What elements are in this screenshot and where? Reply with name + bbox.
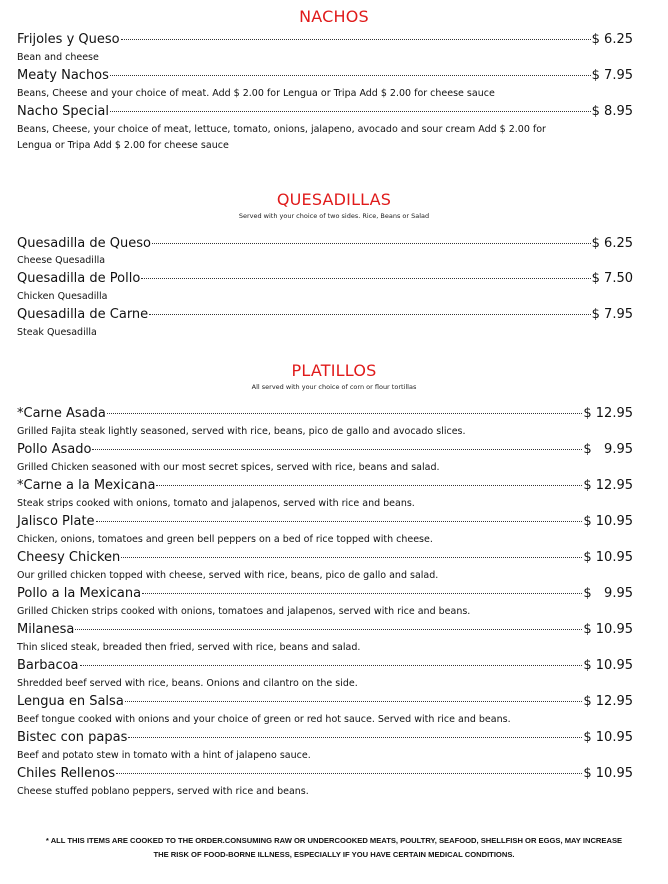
dot-leader xyxy=(128,737,582,738)
item-name: Quesadilla de Queso xyxy=(17,236,151,251)
item-name: Chiles Rellenos xyxy=(17,766,116,781)
dot-leader xyxy=(141,278,590,279)
menu-item-milanesa xyxy=(17,622,633,638)
platillos-subtitle: All served with your choice of corn or flour tortillas xyxy=(251,383,417,391)
item-name: Quesadilla de Pollo xyxy=(17,271,141,286)
dot-leader xyxy=(121,39,591,40)
item-description: Chicken Quesadilla xyxy=(17,291,108,302)
menu-item-barbacoa xyxy=(17,658,633,674)
menu-item-quesadilla-de-carne xyxy=(17,307,633,323)
item-description: Beef tongue cooked with onions and your choice of green or red hot sauce. Served with rice and beans. xyxy=(17,714,511,725)
item-name: Frijoles y Queso xyxy=(17,32,120,47)
dot-leader xyxy=(156,485,582,486)
item-description: Cheese stuffed poblano peppers, served with rice and beans. xyxy=(17,786,309,797)
quesadillas-title: QUESADILLAS xyxy=(276,190,392,209)
dot-leader xyxy=(116,773,582,774)
menu-item-bistec-con-papas xyxy=(17,730,633,746)
menu-item-lengua-en-salsa xyxy=(17,694,633,710)
dot-leader xyxy=(149,314,590,315)
item-price: $ 7.95 xyxy=(591,68,633,83)
item-name: Meaty Nachos xyxy=(17,68,109,83)
dot-leader xyxy=(92,449,582,450)
item-price: $ 8.95 xyxy=(591,104,633,119)
item-description: Beans, Cheese, your choice of meat, lettuce, tomato, onions, jalapeno, avocado and sour cream Add $ 2.00 for xyxy=(17,124,546,135)
item-description: Cheese Quesadilla xyxy=(17,255,106,266)
menu-item-carne-a-la-mexicana xyxy=(17,478,633,494)
menu-item-jalisco-plate xyxy=(17,514,633,530)
item-price: $ 10.95 xyxy=(583,730,633,745)
item-description: Grilled Fajita steak lightly seasoned, served with rice, beans, pico de gallo and avocado slices. xyxy=(17,426,466,437)
item-name: *Carne a la Mexicana xyxy=(17,478,156,493)
dot-leader xyxy=(142,593,582,594)
platillos-title: PLATILLOS xyxy=(291,361,377,380)
item-description: Beef and potato stew in tomato with a hint of jalapeno sauce. xyxy=(17,750,311,761)
item-price: $ 10.95 xyxy=(583,550,633,565)
item-name: Bistec con papas xyxy=(17,730,128,745)
item-price: $ 7.95 xyxy=(591,307,633,322)
menu-item-pollo-asado xyxy=(17,442,633,458)
item-description: Thin sliced steak, breaded then fried, served with rice, beans and salad. xyxy=(17,642,361,653)
item-description: Bean and cheese xyxy=(17,52,99,63)
item-description: Beans, Cheese and your choice of meat. Add $ 2.00 for Lengua or Tripa Add $ 2.00 for cheese sauce xyxy=(17,88,495,99)
quesadillas-subtitle: Served with your choice of two sides. Rice, Beans or Salad xyxy=(238,212,430,220)
item-name: Quesadilla de Carne xyxy=(17,307,149,322)
food-safety-notice xyxy=(0,834,668,862)
item-price: $ 9.95 xyxy=(583,442,633,457)
dot-leader xyxy=(80,665,583,666)
item-price: $ 12.95 xyxy=(583,694,633,709)
item-name: Nacho Special xyxy=(17,104,110,119)
dot-leader xyxy=(75,629,582,630)
item-price: $ 10.95 xyxy=(583,622,633,637)
item-price: $ 10.95 xyxy=(583,514,633,529)
item-name: Barbacoa xyxy=(17,658,79,673)
dot-leader xyxy=(152,243,591,244)
dot-leader xyxy=(125,701,583,702)
item-description: Chicken, onions, tomatoes and green bell peppers on a bed of rice topped with cheese. xyxy=(17,534,433,545)
notice-line-1: * ALL THIS ITEMS ARE COOKED TO THE ORDER.CONSUMING RAW OR UNDERCOOKED MEATS, POULTRY, SEAFOOD, SHELLFISH OR EGGS, MAY INCREASE xyxy=(45,836,623,845)
dot-leader xyxy=(110,75,591,76)
item-description: Grilled Chicken seasoned with our most secret spices, served with rice, beans and salad. xyxy=(17,462,440,473)
item-price: $ 12.95 xyxy=(583,406,633,421)
item-name: *Carne Asada xyxy=(17,406,106,421)
item-name: Cheesy Chicken xyxy=(17,550,121,565)
item-name: Pollo Asado xyxy=(17,442,92,457)
menu-item-carne-asada xyxy=(17,406,633,422)
menu-item-pollo-a-la-mexicana xyxy=(17,586,633,602)
item-description: Shredded beef served with rice, beans. Onions and cilantro on the side. xyxy=(17,678,358,689)
item-price: $ 6.25 xyxy=(591,236,633,251)
item-price: $ 7.50 xyxy=(591,271,633,286)
item-price: $ 10.95 xyxy=(583,658,633,673)
menu-item-cheesy-chicken xyxy=(17,550,633,566)
item-name: Milanesa xyxy=(17,622,75,637)
item-name: Pollo a la Mexicana xyxy=(17,586,142,601)
nachos-title: NACHOS xyxy=(299,7,369,26)
menu-item-quesadilla-de-pollo xyxy=(17,271,633,287)
item-price: $ 6.25 xyxy=(591,32,633,47)
item-price: $ 9.95 xyxy=(583,586,633,601)
dot-leader xyxy=(121,557,582,558)
item-name: Jalisco Plate xyxy=(17,514,95,529)
item-description: Steak strips cooked with onions, tomato and jalapenos, served with rice and beans. xyxy=(17,498,415,509)
menu-item-quesadilla-de-queso xyxy=(17,236,633,252)
item-price: $ 12.95 xyxy=(583,478,633,493)
item-description-continued: Lengua or Tripa Add $ 2.00 for cheese sauce xyxy=(17,140,229,151)
dot-leader xyxy=(96,521,583,522)
dot-leader xyxy=(110,111,591,112)
menu-item-meaty-nachos xyxy=(17,68,633,84)
item-price: $ 10.95 xyxy=(583,766,633,781)
menu-item-frijoles-y-queso xyxy=(17,32,633,48)
item-name: Lengua en Salsa xyxy=(17,694,124,709)
dot-leader xyxy=(107,413,582,414)
menu-item-chiles-rellenos xyxy=(17,766,633,782)
notice-line-2: THE RISK OF FOOD-BORNE ILLNESS, ESPECIALLY IF YOU HAVE CERTAIN MEDICAL CONDITIONS. xyxy=(153,850,515,859)
item-description: Grilled Chicken strips cooked with onions, tomatoes and jalapenos, served with rice and beans. xyxy=(17,606,471,617)
menu-item-nacho-special xyxy=(17,104,633,120)
item-description: Steak Quesadilla xyxy=(17,327,97,338)
item-description: Our grilled chicken topped with cheese, served with rice, beans, pico de gallo and salad. xyxy=(17,570,439,581)
